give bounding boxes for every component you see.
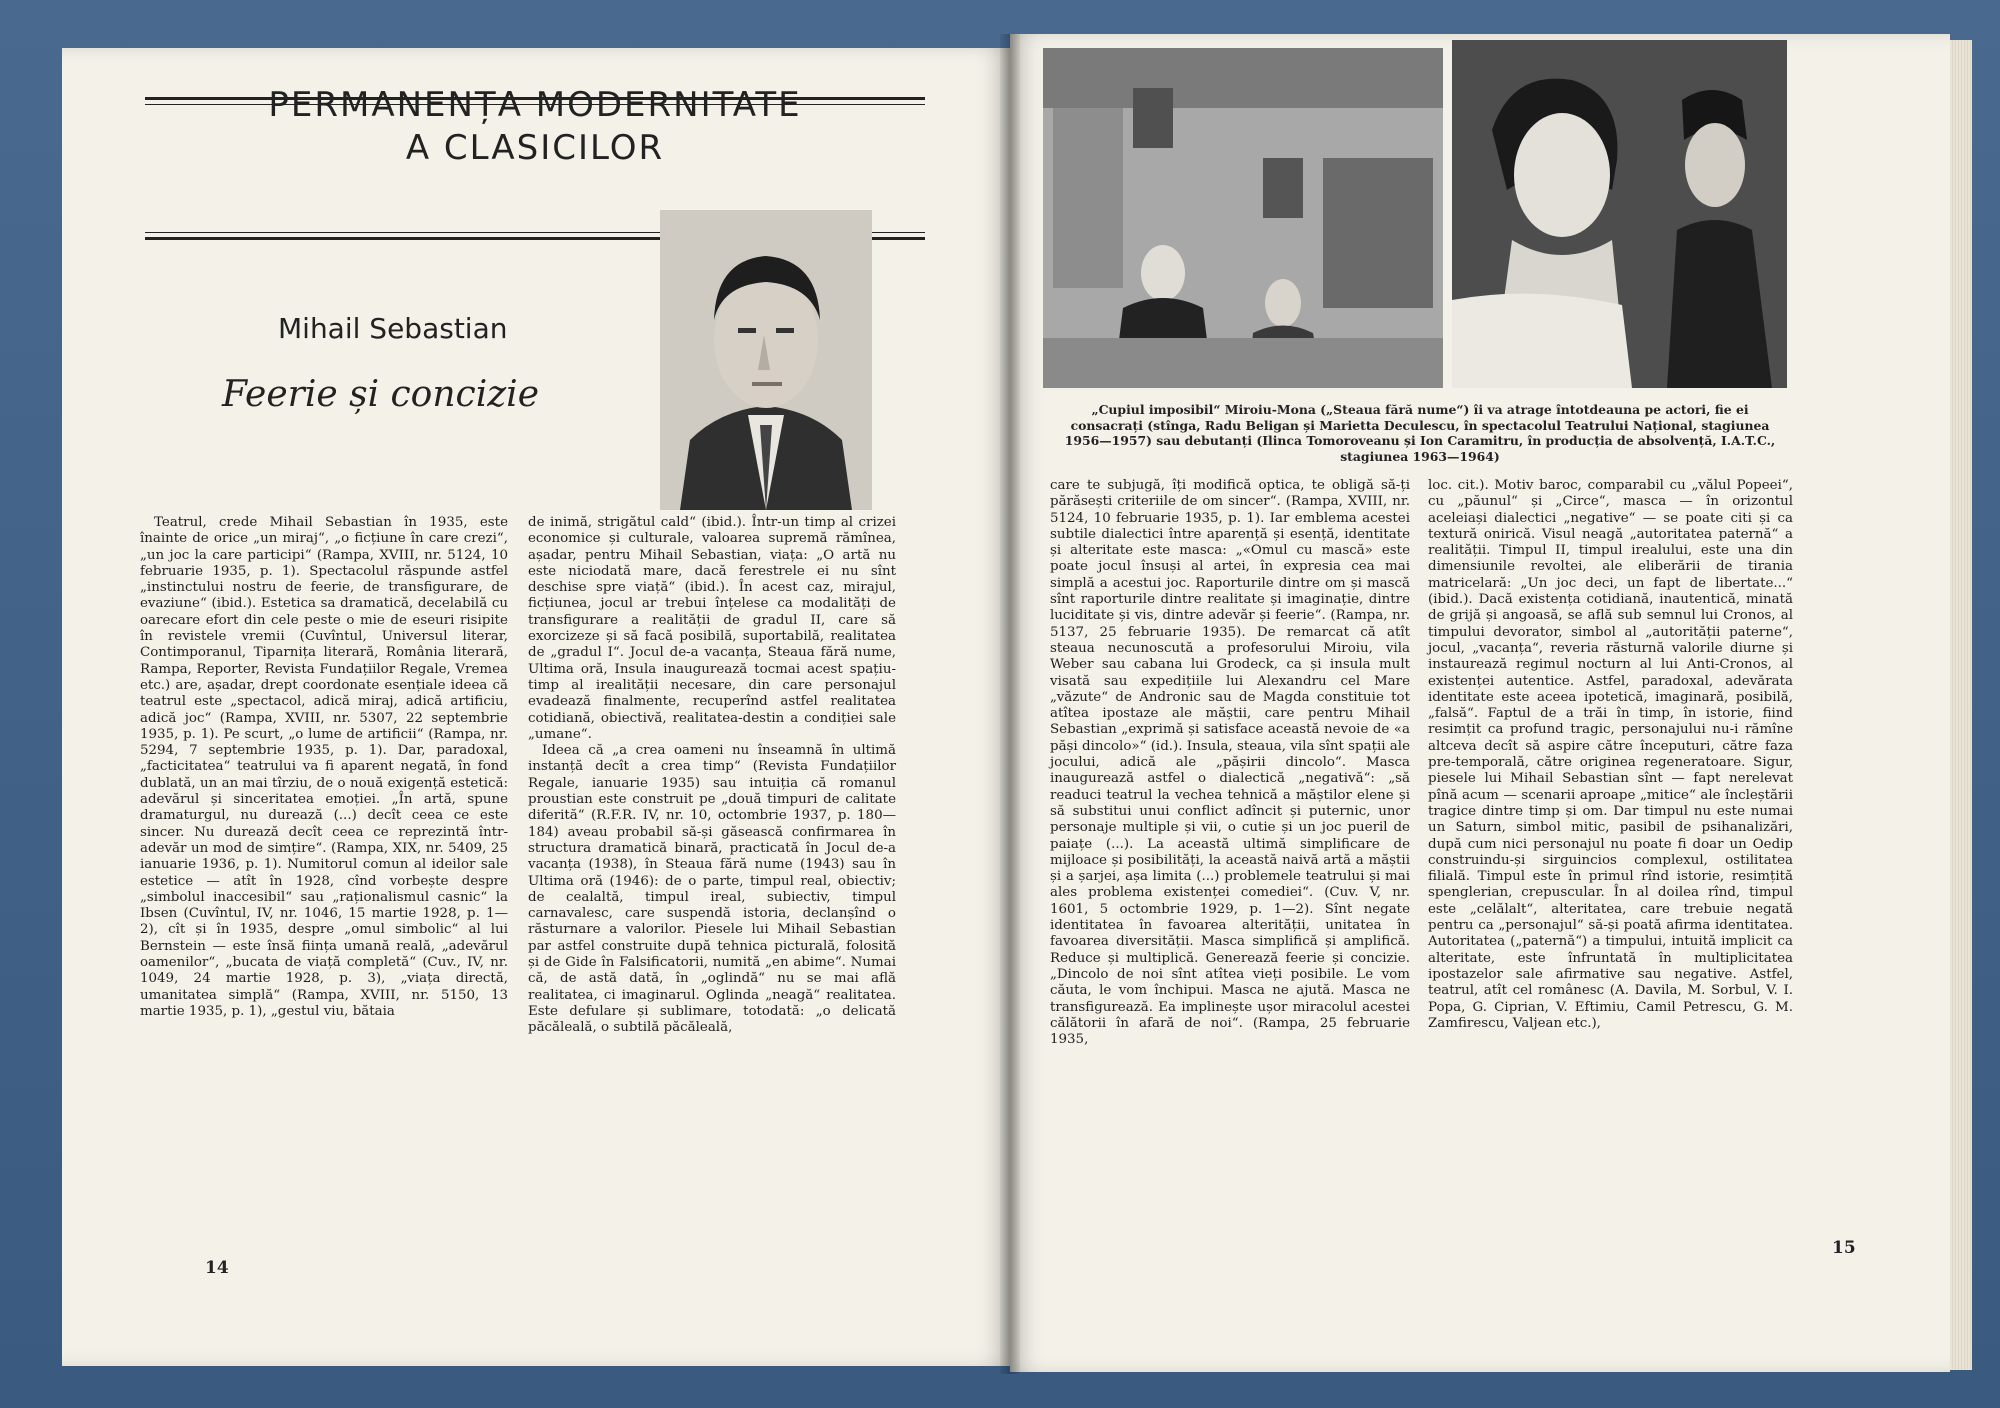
paragraph: de inimă, strigătul cald“ (ibid.). Într-un timp al crizei economice și culturale, valoarea supremă rămînea, așadar, pentru Mihail Sebastian, viața: „O artă nu este niciodată mare, dacă ferestrele ei nu sînt deschise spre viață“ (ibid.). În acest caz, mirajul, ficțiunea, jocul ar trebui înțelese ca modalități de transfigurare a realității de gradul II, care să exorcizeze și să facă posibilă, suportabilă, realitatea de „gradul I“. Jocul de-a vacanța, Steaua fără nume, Ultima oră, Insula inaugurează tocmai acest spațiu-timp al irealității necesare, din care personajul evadează finalmente, recuperînd astfel realitatea cotidiană, obiectivă, realitatea-destin a condiției sale „umane“.	[528, 515, 896, 742]
stage-scene-illustration	[1043, 48, 1443, 388]
page-edges	[1950, 40, 1972, 1370]
page-number-left: 14	[205, 1258, 229, 1278]
paragraph: care te subjugă, îți modifică optica, te obligă să-ți părăsești criteriile de om sincer“. (Rampa, XVIII, nr. 5124, 10 februarie 1935, p. 1). Iar emblema acestei subtile dialectici între aparență și esență, identitate și alteritate este masca: „«Omul cu mască» este poate jocul însuși al artei, în expresia cea mai simplă a acestui joc. Raporturile dintre om și mască sînt raporturile dintre realitate și imaginație, dintre luciditate și vis, dintre adevăr și feerie“. (Rampa, nr. 5137, 25 februarie 1935). De remarcat că atît steaua necunoscută a profesorului Miroiu, vila Weber sau cabana lui Grodeck, ca și insula mult visată sau expedițiile lui Alexandru cel Mare „văzute“ de Andronic sau de Magda constituie tot atîtea ipostaze ale măștii, care pentru Mihail Sebastian „exprimă și satisface această nevoie de «a păși dincolo»“ (id.). Insula, steaua, vila sînt spații ale jocului, adică ale „pășirii dincolo“. Masca inaugurează astfel o dialectică „negativă“: „să readuci teatrul la vechea tehnică a măștilor elene și să substitui unui conflict adîncit și puternic, unor personaje multiple și vii, o cutie și un joc pueril de paiațe (...). La această ultimă simplificare de mijloace și posibilități, la această naivă artă a măștii și a șarjei, așa limita (...) problemele teatrului și mai ales problema existenței comediei“. (Cuv. V, nr. 1601, 5 octombrie 1929, p. 1—2). Sînt negate identitatea în favoarea alterității, unitatea în favoarea diversității. Masca simplifică și amplifică. Reduce și multiplică. Generează feerie și concizie. „Dincolo de noi sînt atîtea vieți posibile. Le vom căuta, le vom închipui. Masca ne ajută. Masca ne transfigurează. Ea implinește ușor miracolul acestei călătorii în afară de noi“. (Rampa, 25 februarie 1935,	[1050, 478, 1410, 1048]
paragraph: Ideea că „a crea oameni nu înseamnă în ultimă instanță decît a crea timp“ (Revista Fundațiilor Regale, ianuarie 1935) sau intuiția că romanul proustian este construit pe „două timpuri de calitate diferită“ (R.F.R. IV, nr. 10, octombrie 1937, p. 180—184) aveau probabil să-și găsească confirmarea în structura dramatică binară, practicată în Jocul de-a vacanța (1938), în Steaua fără nume (1943) sau în Ultima oră (1946): de o parte, timpul real, obiectiv; de cealaltă, timpul ireal, subiectiv, timpul carnavalesc, care suspendă istoria, declanșînd o răsturnare a valorilor. Piesele lui Mihail Sebastian par astfel construite după tehnica picturală, folosită și de Gide în Falsificatorii, numită „en abime“. Numai că, de astă dată, în „oglindă“ nu se mai află realitatea, ci imaginarul. Oglinda „neagă“ realitatea. Este defulare și sublimare, totodată: „o delicată păcăleală, o subtilă păcăleală,	[528, 743, 896, 1036]
article-subtitle: Feerie și concizie	[222, 374, 540, 415]
paragraph: loc. cit.). Motiv baroc, comparabil cu „vălul Popeei“, cu „păunul“ și „Circe“, masca — în orizontul aceleiași dialectici „negative“ — se poate citi și ca textură onirică. Visul neagă „autoritatea paternă“ a realității. Timpul II, timpul irealului, este una din dimensiunile revoltei, ale eliberării de tirania matricelară: „Un joc deci, un fapt de libertate...“ (ibid.). Dacă existența cotidiană, inautentică, minată de grijă și angoasă, se află sub semnul lui Cronos, al timpului devorator, simbol al „autorității paterne“, jocul, „vacanța“, reveria răsturnă valorile diurne și instaurează regimul nocturn al lui Anti-Cronos, al existenței autentice. Astfel, paradoxal, adevărata identitate este aceea ipotetică, imaginară, posibilă, „falsă“. Faptul de a trăi în timp, în istorie, fiind resimțit ca profund tragic, personajului nu-i rămîne altceva decît să aspire către începuturi, către faza pre-temporală, către originea regeneratoare. Sigur, piesele lui Mihail Sebastian sînt — fapt nerelevat pînă acum — scenarii aproape „mitice“ ale încleștării tragice dintre timp și om. Dar timpul nu este numai un Saturn, simbol mitic, pasibil de psihanalizări, după cum nici personajul nu poate fi doar un Oedip construindu-și sirguincios complexul, ostilitatea filială. Timpul este în primul rînd istorie, resimțită spenglerian, crepuscular. În al doilea rînd, timpul este „celălalt“, alteritatea, care trebuie negată pentru ca „personajul“ să-și poată afirma identitatea. Autoritatea („paternă“) a timpului, intuită implicit ca alteritate, este înfruntată în multiplicitatea ipostazelor sale afirmative sau negative. Astfel, teatrul, atît cel românesc (A. Davila, M. Sorbul, V. I. Popa, G. Ciprian, V. Eftimiu, Camil Petrescu, G. M. Zamfirescu, Valjean etc.),	[1428, 478, 1793, 1031]
paragraph: Teatrul, crede Mihail Sebastian în 1935, este înainte de orice „un miraj“, „o ficțiune în care crezi“, „un joc la care participi“ (Rampa, XVIII, nr. 5124, 10 februarie 1935, p. 1). Spectacolul răspunde astfel „instinctului nostru de feerie, de transfigurare, de evaziune“ (ibid.). Estetica sa dramatică, decelabilă cu oarecare efort din cele peste o mie de eseuri risipite în revistele vremii (Cuvîntul, Universul literar, Contimporanul, Tiparnița literară, România literară, Rampa, Reporter, Revista Fundațiilor Regale, Vremea etc.) are, așadar, drept coordonate esențiale ideea că teatrul este „spectacol, adică miraj, adică artificiu, adică joc“ (Rampa, XVIII, nr. 5307, 22 septembrie 1935, p. 1). Pe scurt, „o lume de artificii“ (Rampa, nr. 5294, 7 septembrie 1935, p. 1). Dar, paradoxal, „facticitatea“ teatrului va fi aparent negată, în fond dublată, un an mai tîrziu, de o nouă exigență estetică: adevărul și sinceritatea emoției. „În artă, spune dramaturgul, nu durează (...) decît ceea ce este sincer. Nu durează decît ceea ce reprezintă într-adevăr un mod de simțire“. (Rampa, XIX, nr. 5409, 25 ianuarie 1936, p. 1). Numitorul comun al ideilor sale estetice — atît în 1928, cînd vorbește despre „simbolul inaccesibil“ sau „raționalismul casnic“ la Ibsen (Cuvîntul, IV, nr. 1046, 15 martie 1928, p. 1—2), cît și în 1935, despre „omul simbolic“ al lui Bernstein — este însă ființa umană reală, „adevărul oamenilor“, „bucata de viață completă“ (Cuv., IV, nr. 1049, 24 martie 1928, p. 3), „viața directă, umanitatea simplă“ (Rampa, XVIII, nr. 5150, 13 martie 1935, p. 1), „gestul viu, bătaia	[140, 515, 508, 1019]
article-author: Mihail Sebastian	[278, 312, 508, 345]
left-column-2	[528, 515, 896, 1037]
left-column-1	[140, 515, 508, 1020]
stage-photo-right	[1452, 40, 1787, 388]
right-column-2	[1428, 478, 1793, 1032]
stage-portrait-illustration	[1452, 40, 1787, 388]
portrait-photo	[660, 210, 872, 510]
right-column-1	[1050, 478, 1410, 1048]
photo-caption: „Cupiul imposibil“ Miroiu-Mona („Steaua fără nume“) îi va atrage întotdeauna pe actori, fie ei consacrați (stînga, Radu Beligan și Marietta Deculescu, în spectacolul Teatrului Național, stagiunea 1956—1957) sau debutanți (Ilinca Tomoroveanu și Ion Caramitru, în producția de absolvență, I.A.T.C., stagiunea 1963—1964)	[1064, 402, 1776, 464]
portrait-illustration	[660, 210, 872, 510]
section-banner-line2: A CLASICILOR	[405, 128, 665, 168]
book-gutter	[1000, 34, 1020, 1374]
stage-photo-left	[1043, 48, 1443, 388]
section-banner-line1: PERMANENȚA MODERNITATE	[268, 85, 802, 125]
page-number-right: 15	[1832, 1238, 1856, 1258]
